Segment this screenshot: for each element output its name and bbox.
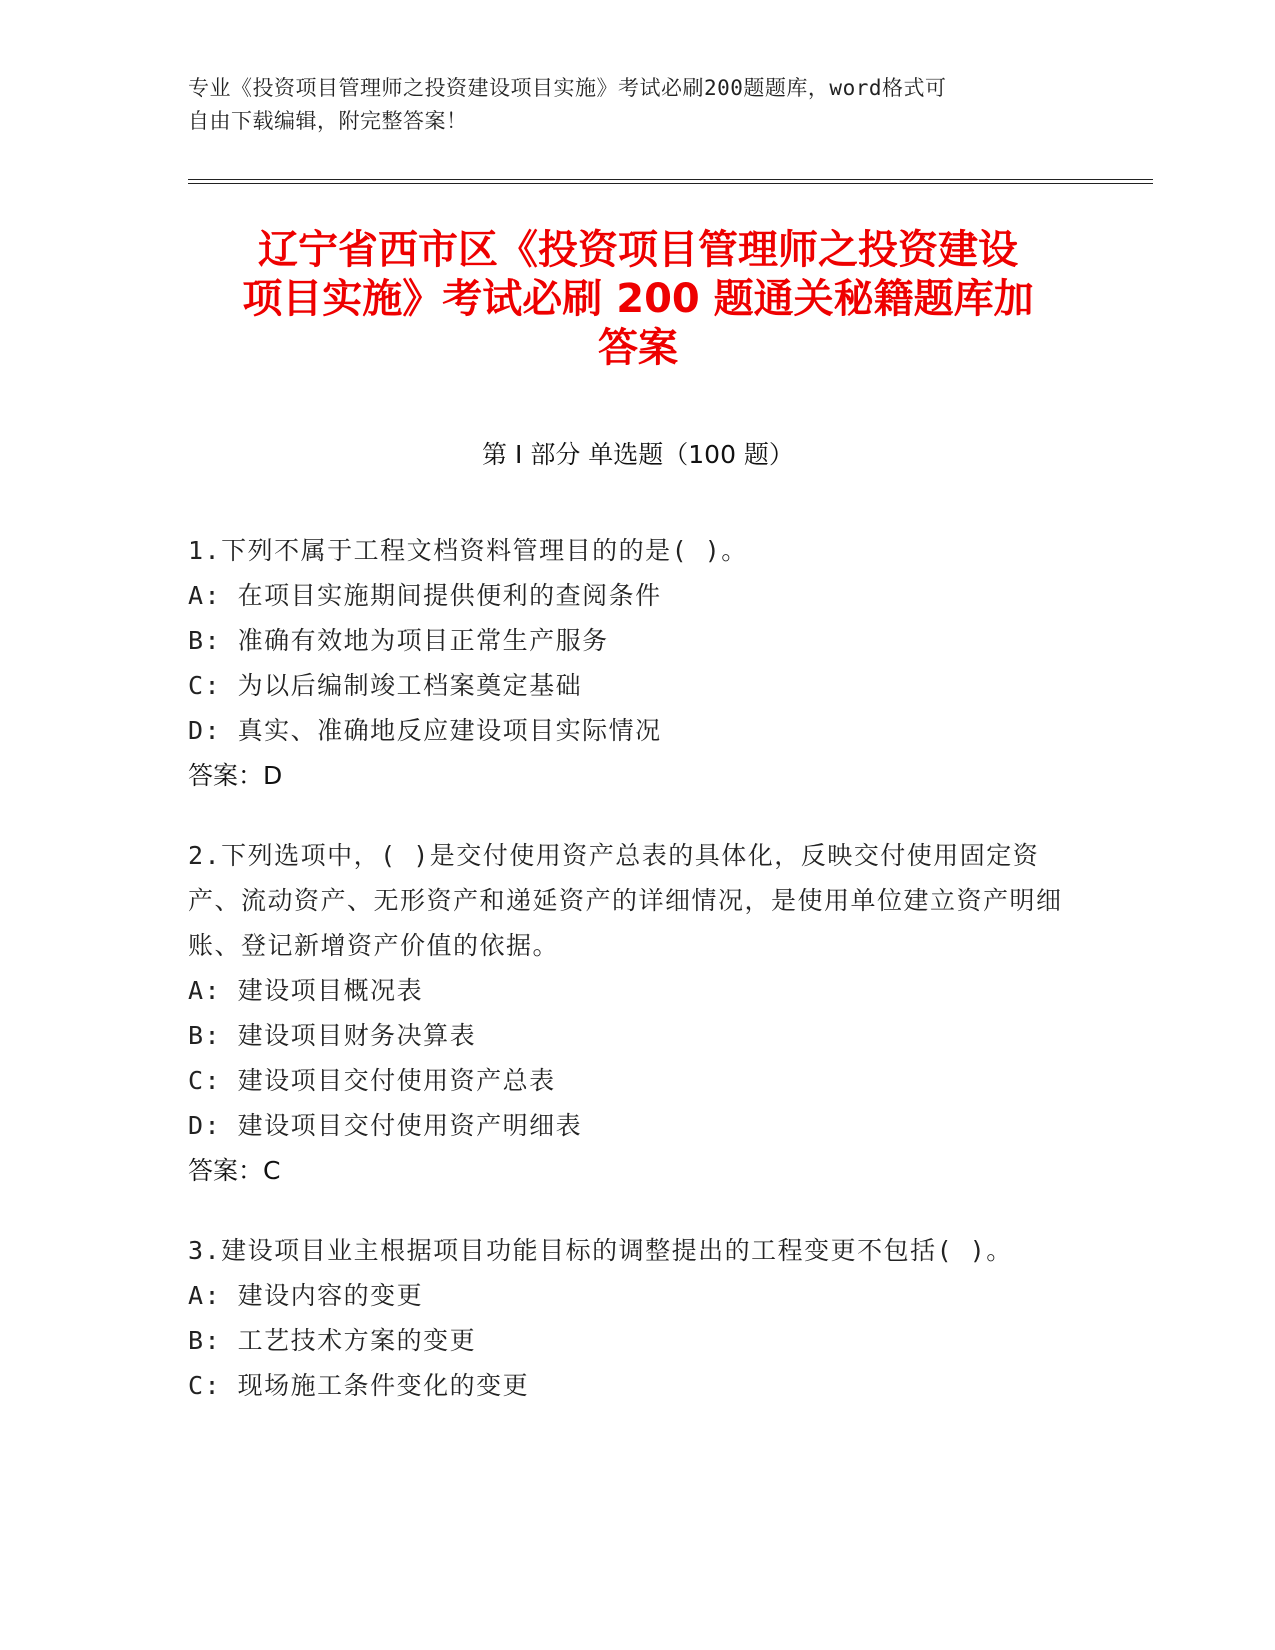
- header-divider-top: [188, 179, 1153, 180]
- answer-text: 答案：D: [188, 761, 283, 790]
- question-stem: 1.下列不属于工程文档资料管理目的的是( )。: [188, 536, 748, 565]
- option-c: C: 现场施工条件变化的变更: [188, 1371, 530, 1400]
- document-title-line-3: 答案: [598, 325, 678, 371]
- answer-text: 答案：C: [188, 1156, 281, 1185]
- header-divider-bottom: [188, 183, 1153, 184]
- option-b: B: 工艺技术方案的变更: [188, 1326, 477, 1355]
- section-title: 第 I 部分 单选题（100 题）: [482, 440, 794, 469]
- question-list: [188, 528, 1078, 1443]
- option-b: B: 建设项目财务决算表: [188, 1021, 477, 1050]
- option-c: C: 为以后编制竣工档案奠定基础: [188, 671, 583, 700]
- question-2: [188, 833, 1078, 1193]
- question-1: [188, 528, 1078, 798]
- option-d: D: 建设项目交付使用资产明细表: [188, 1111, 583, 1140]
- document-title-line-2: 项目实施》考试必刷 200 题通关秘籍题库加: [242, 276, 1034, 322]
- option-a: A: 建设项目概况表: [188, 976, 424, 1005]
- document-title: [188, 226, 1088, 373]
- option-d: D: 真实、准确地反应建设项目实际情况: [188, 716, 662, 745]
- question-3: [188, 1228, 1078, 1408]
- option-c: C: 建设项目交付使用资产总表: [188, 1066, 556, 1095]
- option-b: B: 准确有效地为项目正常生产服务: [188, 626, 609, 655]
- header-note-line-2: 自由下载编辑，附完整答案！: [188, 109, 468, 133]
- header-note-line-1: 专业《投资项目管理师之投资建设项目实施》考试必刷200题题库，word格式可: [188, 76, 947, 100]
- option-a: A: 建设内容的变更: [188, 1281, 424, 1310]
- document-header-note: [188, 72, 1078, 138]
- question-stem: 3.建设项目业主根据项目功能目标的调整提出的工程变更不包括( )。: [188, 1236, 1013, 1265]
- option-a: A: 在项目实施期间提供便利的查阅条件: [188, 581, 662, 610]
- document-title-line-1: 辽宁省西市区《投资项目管理师之投资建设: [258, 227, 1018, 273]
- question-stem: 2.下列选项中，( )是交付使用资产总表的具体化，反映交付使用固定资产、流动资产、无形资产和递延资产的详细情况，是使用单位建立资产明细账、登记新增资产价值的依据。: [188, 841, 1063, 960]
